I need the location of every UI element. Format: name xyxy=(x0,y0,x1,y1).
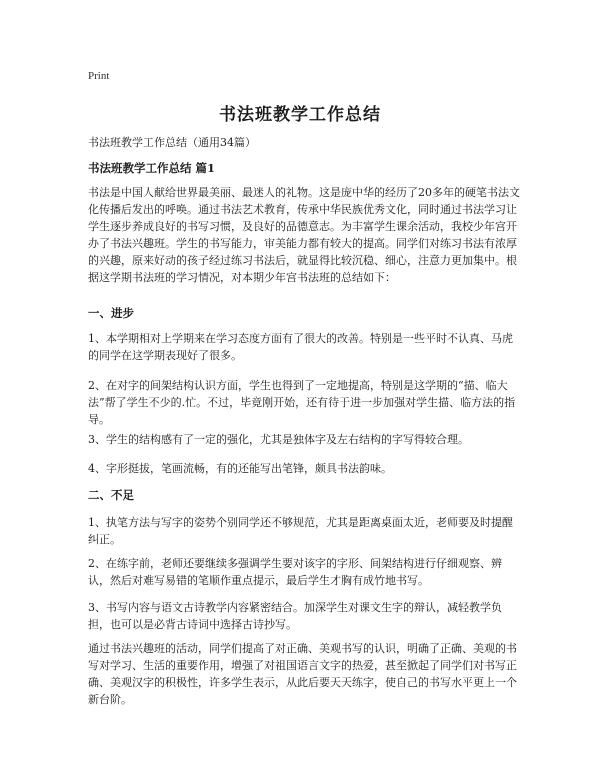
shortcoming-item-text: 2、在练字前，老师还要继续多强调学生要对该字的字形、间架结构进行仔细观察、辨认，然后对难写易错的笔顺作重点提示，最后学生才胸有成竹地书写。 xyxy=(88,557,502,587)
progress-item-1 xyxy=(88,330,520,364)
shortcoming-item-text: 3、书写内容与语文古诗教学内容紧密结合。加深学生对课文生字的辩认，减轻教学负担，也可以是必背古诗词中选择古诗抄写。 xyxy=(88,601,502,631)
section-heading-shortcomings: 二、不足 xyxy=(88,488,134,502)
progress-item-2 xyxy=(88,377,520,428)
conclusion-text: 通过书法兴趣班的活动，同学们提高了对正确、美观书写的认识，明确了正确、美观的书写对学习、生活的重要作用，增强了对祖国语言文字的热爱，甚至掀起了同学们对书写正确、美观汉字的积极性，许多学生表示，从此后要天天练字，使自己的书写水平更上一个新台阶。 xyxy=(88,642,517,706)
article-heading: 书法班教学工作总结 篇1 xyxy=(88,161,216,175)
document-title: 书法班教学工作总结 xyxy=(219,105,381,125)
print-label: Print xyxy=(88,70,110,82)
shortcoming-item-1 xyxy=(88,514,520,548)
shortcoming-item-text: 1、执笔方法与写字的姿势个别同学还不够规范，尤其是距离桌面太近，老师要及时提醒纠正。 xyxy=(88,516,513,546)
progress-item-text: 2、在对字的间架结构认识方面，学生也得到了一定地提高，特别是这学期的“描、临大法”帮了学生不少的.忙。不过，毕竟刚开始，还有待于进一步加强对学生描、临方法的指导。 xyxy=(88,379,516,426)
document-subtitle xyxy=(88,134,520,151)
subtitle-text: 书法班教学工作总结（通用34篇） xyxy=(88,136,256,149)
progress-item-text: 1、本学期相对上学期来在学习态度方面有了很大的改善。特别是一些平时不认真、马虎的同学在这学期表现好了很多。 xyxy=(88,332,513,362)
shortcoming-item-3 xyxy=(88,599,520,633)
conclusion-paragraph xyxy=(88,640,520,708)
progress-item-text: 4、字形挺拔，笔画流畅，有的还能写出笔锋，颇具书法韵味。 xyxy=(88,462,392,475)
shortcoming-item-2 xyxy=(88,555,520,589)
progress-item-text: 3、学生的结构感有了一定的强化，尤其是独体字及左右结构的字写得较合理。 xyxy=(88,433,469,446)
progress-item-4 xyxy=(88,460,520,477)
intro-text: 书法是中国人献给世界最美丽、最迷人的礼物。这是庞中华的经历了20多年的硬笔书法文化传播后发出的呼唤。通过书法艺术教育，传承中华民族优秀文化，同时通过书法学习让学生逐步养成良好的书写习惯，及良好的品德意志。为丰富学生课余活动，我校少年宫开办了书法兴趣班。学生的书写能力，审美能力都有较大的提高。同学们对练习书法有浓厚的兴趣，原来好动的孩子经过练习书法后，就显得比较沉稳、细心，注意力更加集中。根据这学期书法班的学习情况，对本期少年宫书法班的总结如下： xyxy=(88,186,520,284)
progress-item-3 xyxy=(88,431,520,448)
intro-paragraph xyxy=(88,184,520,286)
section-heading-progress: 一、进步 xyxy=(88,306,134,320)
